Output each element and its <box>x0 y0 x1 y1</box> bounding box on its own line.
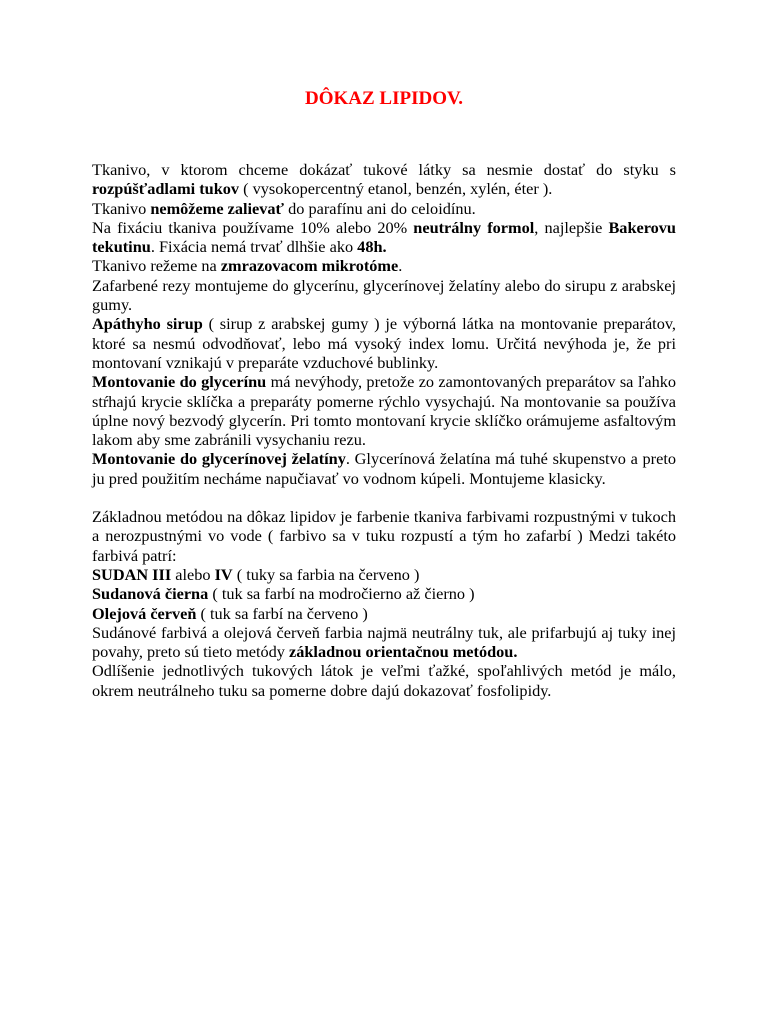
paragraph-glycerin-gelatin <box>92 449 676 488</box>
paragraph-differentiation <box>92 661 676 700</box>
page-title: DÔKAZ LIPIDOV. <box>304 88 463 109</box>
text: ( sirup z arabskej gumy ) je výborná látka na montovanie preparátov, ktoré sa nesmú odvodňovať, lebo má vysoký index lomu. Určitá nevýhoda je, že pri montovaní vznikajú v preparáte vzduchové bublinky. <box>92 314 676 372</box>
text: . <box>398 256 403 276</box>
text: do parafínu ani do celoidínu. <box>284 198 476 218</box>
text: ( tuk sa farbí na modročierno až čierno ) <box>208 584 475 604</box>
text: má nevýhody, pretože zo zamontovaných preparátov sa ľahko stŕhajú krycie sklíčka a preparáty pomerne rýchlo vysychajú. Na montovanie sa používa úplne nový bezvodý glycerín. Pri tomto montovaní krycie sklíčko orámujeme asfaltovým lakom aby sme zabránili vysychaniu rezu. <box>92 372 676 450</box>
text: Základnou metódou na dôkaz lipidov je farbenie tkaniva farbivami rozpustnými v tukoch a nerozpustnými vo vode ( farbivo sa v tuku rozpustí a tým ho zafarbí ) Medzi takéto farbivá patrí: <box>92 507 676 565</box>
list-item-oil-red <box>92 604 676 623</box>
text: ( tuky sa farbia na červeno ) <box>232 564 420 584</box>
paragraph-apathy-syrup <box>92 314 676 372</box>
text: , najlepšie <box>534 217 609 237</box>
bold-text: neutrálny formol <box>413 217 535 237</box>
bold-text: základnou orientačnou metódou. <box>289 642 518 662</box>
paragraph-embedding <box>92 199 676 218</box>
paragraph-mounting <box>92 276 676 315</box>
text: . Glycerínová želatína má tuhé skupenstvo a preto ju pred použitím necháme napučiavať vo vodnom kúpeli. Montujeme klasicky. <box>92 449 676 488</box>
text: . Fixácia nemá trvať dlhšie ako <box>150 237 358 257</box>
spacer <box>92 488 676 507</box>
text: Na fixáciu tkaniva používame 10% alebo 20% <box>92 217 414 237</box>
text: Tkanivo režeme na <box>92 256 221 276</box>
paragraph-staining-method <box>92 507 676 565</box>
list-item-sudan <box>92 565 676 584</box>
bold-text: 48h. <box>357 237 387 257</box>
paragraph-solvents <box>92 160 676 199</box>
paragraph-cutting <box>92 256 676 275</box>
bold-text: Sudanová čierna <box>92 584 209 604</box>
text: ( vysokopercentný etanol, benzén, xylén, éter ). <box>239 179 553 199</box>
bold-text: Apáthyho sirup <box>92 314 203 334</box>
bold-text: IV <box>214 564 233 584</box>
bold-text: zmrazovacom mikrotóme <box>220 256 399 276</box>
text: Zafarbené rezy montujeme do glycerínu, glycerínovej želatíny alebo do sirupu z arabskej gumy. <box>92 275 676 315</box>
text: Sudánové farbivá a olejová červeň farbia najmä neutrálny tuk, ale prifarbujú aj tuky inej povahy, preto sú tieto metódy <box>92 622 676 662</box>
list-item-sudan-black <box>92 584 676 603</box>
bold-text: nemôžeme zalievať <box>150 198 285 218</box>
text: ( tuk sa farbí na červeno ) <box>196 603 368 623</box>
paragraph-sudan-dyes <box>92 623 676 662</box>
document-body <box>92 160 676 700</box>
bold-text: SUDAN III <box>92 564 172 584</box>
text: alebo <box>171 564 215 584</box>
text: Tkanivo, v ktorom chceme dokázať tukové látky sa nesmie dostať do styku s <box>92 160 676 179</box>
bold-text: Olejová červeň <box>92 603 197 623</box>
bold-text: rozpúšťadlami tukov <box>92 179 240 199</box>
text: Tkanivo <box>92 198 151 218</box>
paragraph-glycerin <box>92 372 676 449</box>
paragraph-fixation <box>92 218 676 257</box>
bold-text: Montovanie do glycerínu <box>92 372 267 392</box>
bold-text: Bakerovu tekutinu <box>92 217 676 257</box>
text: Odlíšenie jednotlivých tukových látok je veľmi ťažké, spoľahlivých metód je málo, okrem neutrálneho tuku sa pomerne dobre dajú dokazovať fosfolipidy. <box>92 661 676 700</box>
bold-text: Montovanie do glycerínovej želatíny <box>92 449 346 469</box>
